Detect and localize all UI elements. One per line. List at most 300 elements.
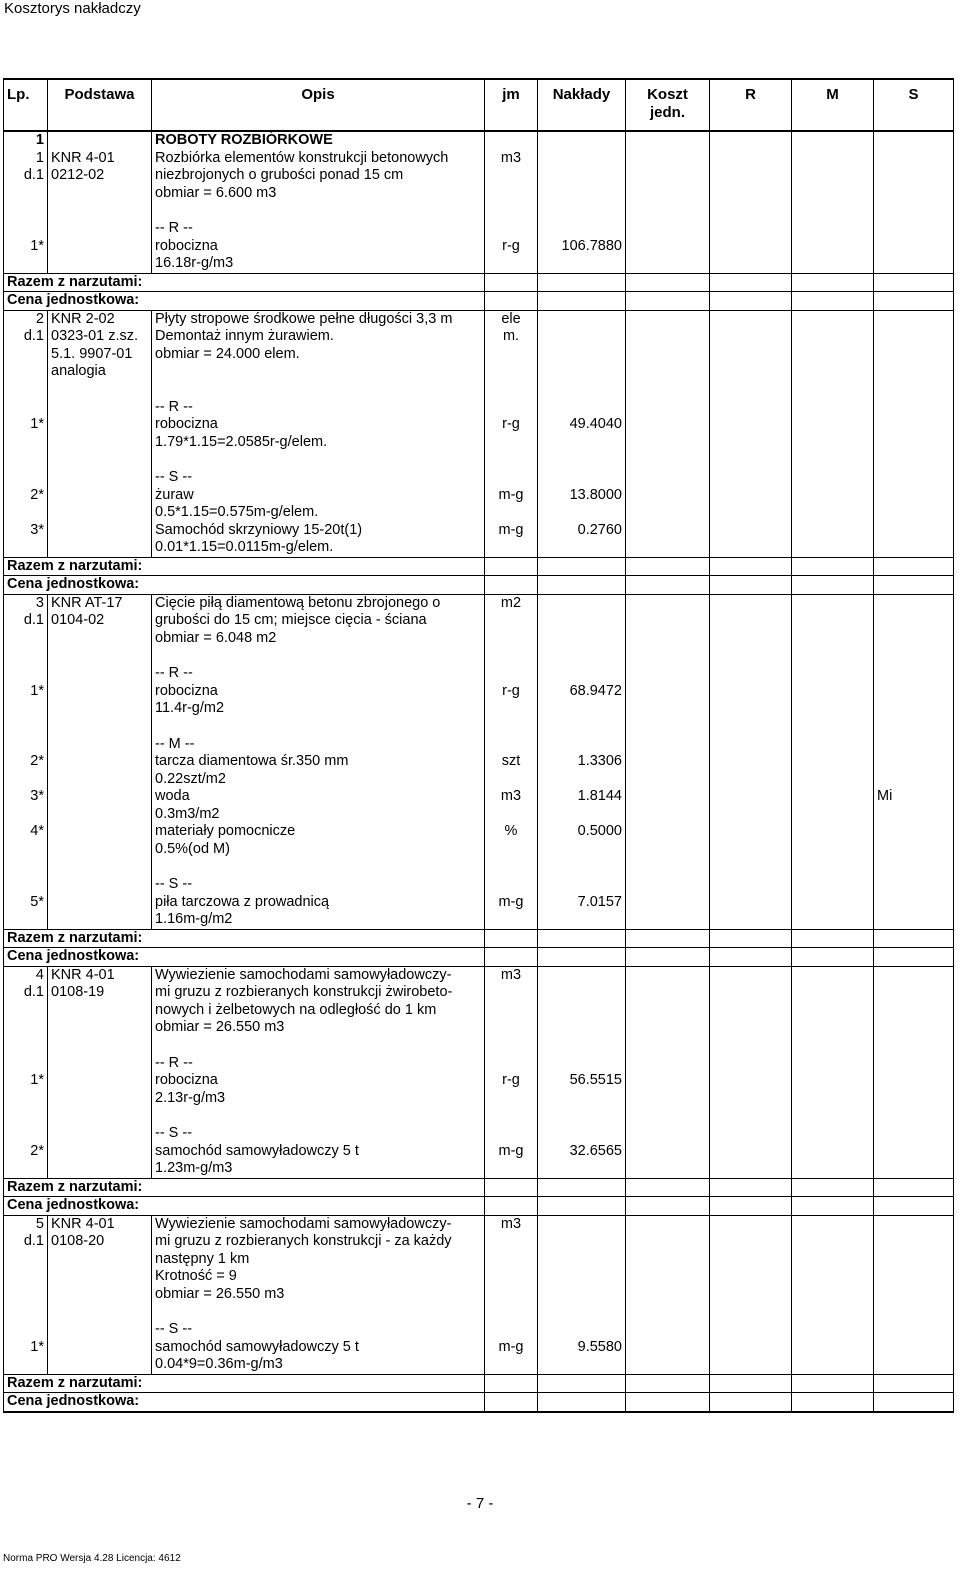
- cell-opis: -- S --: [152, 1125, 485, 1143]
- cell-podstawa: [48, 911, 152, 929]
- cell-jm: [485, 1303, 538, 1321]
- cell-naklady: [538, 310, 626, 328]
- cell-naklady: [538, 1019, 626, 1037]
- cell-lp: 1*: [4, 683, 48, 701]
- cell-podstawa: [48, 1321, 152, 1339]
- cell-lp: [4, 665, 48, 683]
- cell-s: [874, 220, 954, 238]
- cell-naklady: [538, 594, 626, 612]
- cell-opis: robocizna: [152, 1072, 485, 1090]
- cell-r: [710, 683, 792, 701]
- cell-m: [792, 1339, 874, 1357]
- cell-r: [710, 594, 792, 612]
- cell-koszt: [626, 1339, 710, 1357]
- cell-koszt: [626, 1197, 710, 1216]
- cell-lp: 4*: [4, 823, 48, 841]
- cell-jm: [485, 647, 538, 665]
- summary-row: [4, 292, 954, 311]
- cell-opis: obmiar = 6.048 m2: [152, 630, 485, 648]
- cell-r: [710, 1055, 792, 1073]
- cell-podstawa: KNR 4-01: [48, 1215, 152, 1233]
- cell-koszt: [626, 273, 710, 292]
- summary-label: Razem z narzutami:: [4, 1178, 485, 1197]
- cell-s: [874, 823, 954, 841]
- cell-opis: 11.4r-g/m2: [152, 700, 485, 718]
- cell-koszt: [626, 1002, 710, 1020]
- cell-podstawa: [48, 1002, 152, 1020]
- cell-lp: [4, 1002, 48, 1020]
- cell-koszt: [626, 788, 710, 806]
- cell-jm: [485, 630, 538, 648]
- cell-m: [792, 328, 874, 346]
- cell-m: [792, 1303, 874, 1321]
- summary-label: Cena jednostkowa:: [4, 292, 485, 311]
- cell-jm: m3: [485, 966, 538, 984]
- cell-naklady: [538, 576, 626, 595]
- cell-koszt: [626, 948, 710, 967]
- cell-jm: [485, 1090, 538, 1108]
- description-row: [4, 984, 954, 1002]
- spacer-row: [4, 1037, 954, 1055]
- cell-opis: Płyty stropowe środkowe pełne długości 3,3 m: [152, 310, 485, 328]
- cell-naklady: [538, 1002, 626, 1020]
- cell-jm: [485, 557, 538, 576]
- cell-naklady: 32.6565: [538, 1143, 626, 1161]
- cell-lp: 3: [4, 594, 48, 612]
- cell-lp: [4, 1268, 48, 1286]
- cell-m: [792, 1178, 874, 1197]
- cell-lp: [4, 1303, 48, 1321]
- cell-opis: Wywiezienie samochodami samowyładowczy-: [152, 966, 485, 984]
- cell-koszt: [626, 202, 710, 220]
- header-naklady: Nakłady: [538, 79, 626, 131]
- summary-row: [4, 557, 954, 576]
- cell-r: [710, 841, 792, 859]
- cell-jm: m3: [485, 150, 538, 168]
- cell-opis: [152, 647, 485, 665]
- spacer-row: [4, 647, 954, 665]
- cell-r: [710, 381, 792, 399]
- cell-m: [792, 806, 874, 824]
- cell-opis: -- S --: [152, 469, 485, 487]
- summary-row: [4, 1197, 954, 1216]
- cell-m: [792, 1215, 874, 1233]
- cell-lp: [4, 1160, 48, 1178]
- cell-s: [874, 911, 954, 929]
- cell-koszt: [626, 220, 710, 238]
- cell-s: [874, 806, 954, 824]
- cell-naklady: [538, 131, 626, 150]
- cell-podstawa: [48, 1107, 152, 1125]
- cell-jm: [485, 771, 538, 789]
- cell-jm: r-g: [485, 238, 538, 256]
- description-row: [4, 469, 954, 487]
- cell-r: [710, 310, 792, 328]
- cell-lp: 1: [4, 150, 48, 168]
- cell-opis: samochód samowyładowczy 5 t: [152, 1339, 485, 1357]
- cell-m: [792, 612, 874, 630]
- cell-opis: Rozbiórka elementów konstrukcji betonowych: [152, 150, 485, 168]
- cell-lp: 5: [4, 1215, 48, 1233]
- cell-m: [792, 1019, 874, 1037]
- cell-naklady: [538, 255, 626, 273]
- cell-m: [792, 504, 874, 522]
- cell-podstawa: [48, 434, 152, 452]
- cell-koszt: [626, 504, 710, 522]
- description-row: [4, 911, 954, 929]
- cell-r: [710, 984, 792, 1002]
- cell-s: [874, 683, 954, 701]
- cell-jm: [485, 736, 538, 754]
- cell-koszt: [626, 894, 710, 912]
- cell-opis: grubości do 15 cm; miejsce cięcia - ściana: [152, 612, 485, 630]
- cell-s: [874, 594, 954, 612]
- cell-naklady: 68.9472: [538, 683, 626, 701]
- cell-koszt: [626, 1019, 710, 1037]
- cell-r: [710, 522, 792, 540]
- cell-koszt: [626, 630, 710, 648]
- cell-podstawa: [48, 1019, 152, 1037]
- cell-podstawa: [48, 1268, 152, 1286]
- cell-r: [710, 1160, 792, 1178]
- cell-r: [710, 1019, 792, 1037]
- summary-label: Razem z narzutami:: [4, 1374, 485, 1393]
- cell-m: [792, 736, 874, 754]
- cell-opis: 16.18r-g/m3: [152, 255, 485, 273]
- cell-jm: [485, 576, 538, 595]
- cell-s: [874, 948, 954, 967]
- cell-naklady: [538, 1356, 626, 1374]
- cell-podstawa: [48, 1090, 152, 1108]
- cell-jm: [485, 1125, 538, 1143]
- cell-jm: [485, 131, 538, 150]
- cell-podstawa: [48, 381, 152, 399]
- description-row: [4, 630, 954, 648]
- cell-opis: -- S --: [152, 876, 485, 894]
- cell-naklady: 7.0157: [538, 894, 626, 912]
- cell-jm: m2: [485, 594, 538, 612]
- cell-r: [710, 1393, 792, 1412]
- cell-s: [874, 469, 954, 487]
- cell-m: [792, 220, 874, 238]
- cell-m: [792, 1055, 874, 1073]
- position-row: [4, 310, 954, 328]
- cell-opis: -- R --: [152, 1055, 485, 1073]
- cell-lp: [4, 1286, 48, 1304]
- cell-m: [792, 753, 874, 771]
- cell-r: [710, 504, 792, 522]
- cell-naklady: [538, 1233, 626, 1251]
- cell-jm: [485, 167, 538, 185]
- cell-s: [874, 1215, 954, 1233]
- cell-naklady: [538, 1197, 626, 1216]
- spacer-row: [4, 451, 954, 469]
- cell-opis: [152, 451, 485, 469]
- header-opis: Opis: [152, 79, 485, 131]
- cell-podstawa: 0108-19: [48, 984, 152, 1002]
- cell-s: [874, 416, 954, 434]
- cell-naklady: [538, 612, 626, 630]
- cell-lp: d.1: [4, 984, 48, 1002]
- cell-m: [792, 1197, 874, 1216]
- cell-m: [792, 185, 874, 203]
- cell-podstawa: [48, 894, 152, 912]
- cell-r: [710, 238, 792, 256]
- cell-s: [874, 131, 954, 150]
- cell-opis: 1.23m-g/m3: [152, 1160, 485, 1178]
- cell-m: [792, 858, 874, 876]
- cell-jm: ele: [485, 310, 538, 328]
- cell-opis: 0.22szt/m2: [152, 771, 485, 789]
- cell-opis: 0.04*9=0.36m-g/m3: [152, 1356, 485, 1374]
- cell-naklady: [538, 1268, 626, 1286]
- cell-jm: [485, 1037, 538, 1055]
- cell-r: [710, 557, 792, 576]
- cell-jm: [485, 434, 538, 452]
- cell-s: [874, 363, 954, 381]
- description-row: [4, 612, 954, 630]
- cell-m: [792, 1143, 874, 1161]
- description-row: [4, 1356, 954, 1374]
- cell-lp: [4, 1055, 48, 1073]
- cell-s: [874, 328, 954, 346]
- cell-r: [710, 1374, 792, 1393]
- cell-koszt: [626, 451, 710, 469]
- cell-opis: robocizna: [152, 238, 485, 256]
- spacer-row: [4, 858, 954, 876]
- cell-naklady: [538, 434, 626, 452]
- cell-opis: Samochód skrzyniowy 15-20t(1): [152, 522, 485, 540]
- cell-lp: 5*: [4, 894, 48, 912]
- cell-s: [874, 984, 954, 1002]
- cell-lp: [4, 363, 48, 381]
- cell-r: [710, 220, 792, 238]
- cell-r: [710, 346, 792, 364]
- cell-opis: -- R --: [152, 399, 485, 417]
- cell-jm: [485, 1019, 538, 1037]
- cell-podstawa: [48, 1160, 152, 1178]
- cell-m: [792, 167, 874, 185]
- summary-row: [4, 273, 954, 292]
- cell-opis: materiały pomocnicze: [152, 823, 485, 841]
- cell-opis: [152, 718, 485, 736]
- description-row: [4, 1286, 954, 1304]
- cell-s: [874, 1125, 954, 1143]
- cell-naklady: [538, 876, 626, 894]
- cell-jm: m-g: [485, 1143, 538, 1161]
- cell-s: [874, 647, 954, 665]
- cell-jm: [485, 911, 538, 929]
- cell-s: [874, 576, 954, 595]
- cell-m: [792, 469, 874, 487]
- cell-opis: 0.01*1.15=0.0115m-g/elem.: [152, 539, 485, 557]
- cell-m: [792, 665, 874, 683]
- resource-row: [4, 1339, 954, 1357]
- footer-license: Norma PRO Wersja 4.28 Licencja: 4612: [3, 1553, 181, 1564]
- cell-podstawa: [48, 1125, 152, 1143]
- description-row: [4, 771, 954, 789]
- cell-jm: m.: [485, 328, 538, 346]
- cell-naklady: [538, 966, 626, 984]
- cell-lp: d.1: [4, 612, 48, 630]
- cell-podstawa: [48, 131, 152, 150]
- cell-s: [874, 771, 954, 789]
- cell-r: [710, 451, 792, 469]
- cell-lp: d.1: [4, 328, 48, 346]
- cell-s: [874, 381, 954, 399]
- cell-naklady: 0.2760: [538, 522, 626, 540]
- description-row: [4, 876, 954, 894]
- cell-opis: Krotność = 9: [152, 1268, 485, 1286]
- cell-s: [874, 150, 954, 168]
- cell-jm: [485, 1233, 538, 1251]
- header-lp: Lp.: [4, 79, 48, 131]
- cell-r: [710, 1251, 792, 1269]
- cell-lp: [4, 647, 48, 665]
- cell-jm: [485, 700, 538, 718]
- cell-naklady: [538, 841, 626, 859]
- cell-koszt: [626, 841, 710, 859]
- cell-s: [874, 434, 954, 452]
- resource-row: [4, 416, 954, 434]
- cell-r: [710, 876, 792, 894]
- cell-opis: -- S --: [152, 1321, 485, 1339]
- cell-naklady: [538, 1215, 626, 1233]
- cell-s: [874, 1268, 954, 1286]
- cell-jm: [485, 273, 538, 292]
- cell-r: [710, 328, 792, 346]
- description-row: [4, 434, 954, 452]
- cell-naklady: [538, 167, 626, 185]
- description-row: [4, 1251, 954, 1269]
- cell-m: [792, 1374, 874, 1393]
- cell-opis: tarcza diamentowa śr.350 mm: [152, 753, 485, 771]
- cell-koszt: [626, 876, 710, 894]
- cell-r: [710, 363, 792, 381]
- cell-opis: 2.13r-g/m3: [152, 1090, 485, 1108]
- cell-lp: [4, 1251, 48, 1269]
- cell-r: [710, 576, 792, 595]
- cell-naklady: 9.5580: [538, 1339, 626, 1357]
- cell-s: [874, 841, 954, 859]
- cell-lp: [4, 858, 48, 876]
- cell-jm: [485, 1356, 538, 1374]
- cell-r: [710, 167, 792, 185]
- cell-opis: [152, 363, 485, 381]
- cell-opis: obmiar = 24.000 elem.: [152, 346, 485, 364]
- summary-row: [4, 1374, 954, 1393]
- description-row: [4, 1233, 954, 1251]
- cell-s: [874, 1107, 954, 1125]
- description-row: [4, 255, 954, 273]
- description-row: [4, 399, 954, 417]
- cell-m: [792, 876, 874, 894]
- cell-lp: 3*: [4, 788, 48, 806]
- cell-koszt: [626, 131, 710, 150]
- cell-lp: [4, 1037, 48, 1055]
- cell-jm: szt: [485, 753, 538, 771]
- cell-m: [792, 131, 874, 150]
- cell-m: [792, 310, 874, 328]
- cell-opis: -- R --: [152, 665, 485, 683]
- cell-podstawa: analogia: [48, 363, 152, 381]
- cell-lp: [4, 539, 48, 557]
- cell-opis: Cięcie piłą diamentową betonu zbrojonego o: [152, 594, 485, 612]
- cell-lp: 1*: [4, 416, 48, 434]
- cell-podstawa: [48, 522, 152, 540]
- description-row: [4, 1160, 954, 1178]
- cell-jm: [485, 841, 538, 859]
- header-koszt-line1: Koszt: [647, 86, 688, 103]
- cell-naklady: 13.8000: [538, 487, 626, 505]
- cell-opis: 0.3m3/m2: [152, 806, 485, 824]
- table-body: [4, 131, 954, 1412]
- cell-m: [792, 576, 874, 595]
- cell-koszt: [626, 1143, 710, 1161]
- resource-row: [4, 487, 954, 505]
- cell-podstawa: 0108-20: [48, 1233, 152, 1251]
- cell-s: [874, 1019, 954, 1037]
- cell-opis: -- M --: [152, 736, 485, 754]
- cell-r: [710, 736, 792, 754]
- cell-opis: [152, 1037, 485, 1055]
- cell-podstawa: [48, 1286, 152, 1304]
- cell-s: [874, 894, 954, 912]
- cell-m: [792, 718, 874, 736]
- description-row: [4, 220, 954, 238]
- cell-podstawa: [48, 451, 152, 469]
- cell-koszt: [626, 576, 710, 595]
- summary-row: [4, 929, 954, 948]
- summary-label: Cena jednostkowa:: [4, 576, 485, 595]
- cell-opis: 0.5%(od M): [152, 841, 485, 859]
- cell-r: [710, 202, 792, 220]
- cell-jm: [485, 984, 538, 1002]
- cell-s: [874, 522, 954, 540]
- cell-s: [874, 292, 954, 311]
- cell-s: [874, 504, 954, 522]
- cell-naklady: 0.5000: [538, 823, 626, 841]
- cell-jm: [485, 806, 538, 824]
- cell-jm: [485, 929, 538, 948]
- cell-jm: [485, 718, 538, 736]
- cell-lp: [4, 202, 48, 220]
- description-row: [4, 1321, 954, 1339]
- cell-jm: [485, 363, 538, 381]
- header-m: M: [792, 79, 874, 131]
- cell-podstawa: [48, 1072, 152, 1090]
- cell-koszt: [626, 1393, 710, 1412]
- cell-lp: [4, 451, 48, 469]
- cell-jm: [485, 451, 538, 469]
- cell-r: [710, 1090, 792, 1108]
- cell-r: [710, 911, 792, 929]
- cell-r: [710, 771, 792, 789]
- description-row: [4, 346, 954, 364]
- cell-opis: [152, 202, 485, 220]
- cell-koszt: [626, 700, 710, 718]
- cell-naklady: [538, 346, 626, 364]
- cell-jm: [485, 1251, 538, 1269]
- cell-naklady: [538, 1321, 626, 1339]
- cell-m: [792, 594, 874, 612]
- cell-koszt: [626, 1055, 710, 1073]
- cell-podstawa: [48, 630, 152, 648]
- cell-s: [874, 1090, 954, 1108]
- header-r: R: [710, 79, 792, 131]
- cell-s: [874, 1233, 954, 1251]
- cell-jm: r-g: [485, 1072, 538, 1090]
